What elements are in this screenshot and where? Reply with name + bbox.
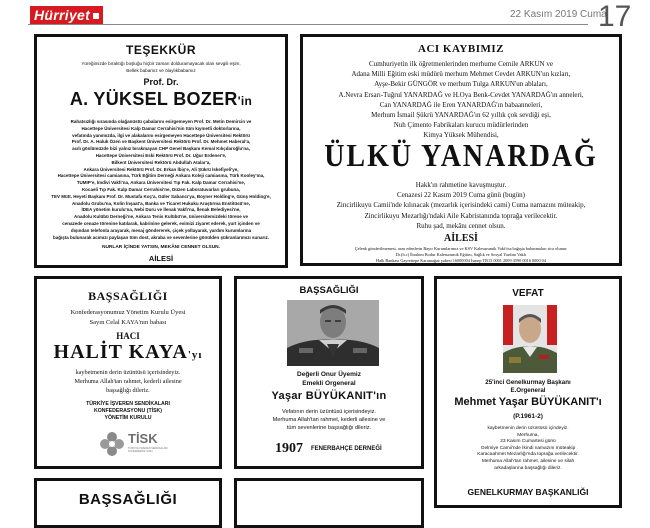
body-line: Ayşe-Bekir GÜNGÖR ve merhum Tulga ARKUN'un ablaları,	[374, 80, 548, 89]
body-line: Zincirlikuyu Mezarlığı'ndaki Aile Kabristanında toprağa verilecektir.	[364, 211, 558, 220]
org-name: FENERBAHÇE DERNEĞİ	[311, 446, 382, 452]
body-line: Prof. Dr. A. Haluk Özen ve Başkent Üniversitesi Rektörü Prof. Dr. Mehmet Haberal'a,	[71, 139, 251, 145]
org-name: GENELKURMAY BAŞKANLIĞI	[467, 487, 589, 497]
body-line: cenazede cenaze törenine katılarak, kabrinine gelerek, evimizi ziyaret ederek, yurt içinden ve	[62, 220, 260, 226]
deceased-name: Yaşar BÜYÜKANIT'ın	[271, 390, 387, 402]
deceased-title: HACI	[116, 331, 140, 341]
body-line: Hakk'ın rahmetine kavuşmuştur.	[415, 181, 507, 189]
body-line: Halk Bankası Gayrettepe Karamağaz şubesi 16000004 İsmep TR13 0001 2009 4590 0016 0000 04	[376, 258, 546, 263]
portrait-photo	[503, 305, 557, 373]
ad-intro: Bellek babamız ve ölaylıkbabamız	[126, 68, 196, 73]
body-line: Hacettepe Üniversitesi Eski Rektörü Prof. Dr. Uğur Erdener'e,	[95, 152, 227, 158]
deceased-name	[37, 89, 285, 110]
org-footer	[275, 441, 395, 457]
ad-text: 25'inci Genelkurmay Başkanı	[485, 379, 571, 386]
org-name: TÜRKİYE İŞVEREN SENDİKALARI	[86, 401, 170, 407]
body-line: Merhuma Allah'tan rahmet, ailesine ve silah	[481, 458, 575, 464]
ad-signature: AİLESİ	[444, 233, 478, 244]
ad-title: ACI KAYBIMIZ	[418, 43, 504, 55]
body-line: Can YANARDAĞ ile Eren YANARDAĞ'ın babaanneleri,	[379, 100, 543, 109]
ad-aci-kaybimiz	[300, 34, 622, 266]
deceased-name-text: HALİT KAYA	[53, 341, 188, 363]
body-line: Zincirlikuyu Camii'nde kılınacak (mezarlık içerisindeki cami) Cuma namazını müteakip,	[336, 201, 586, 210]
body-line: arkadaşlarına başsağlığı dileriz.	[494, 465, 562, 471]
body-line: Ankara Üniversitesi Rektörü Prof. Dr. Erkan İbiş'e, Ali Şükrü İskefiyeli'ye,	[83, 166, 239, 172]
body-line: Anadolu Kulübü Derneği'ne, Ankara Tenis Kulübü'ne, üniversitemizdeki törene ve	[74, 214, 248, 220]
ad-text: E.Orgeneral	[510, 387, 546, 394]
ad-text: Merhuma Allah'tan rahmet, kederli ailesine	[74, 378, 182, 385]
page-number: 17	[598, 0, 632, 33]
portrait-image	[287, 300, 379, 366]
body-line: Dr.(h.c) İbrahim Bodur Kalesurumik Eğitim, Sağlık ve Sosyal Yardım Vakfı	[395, 252, 527, 257]
body-line: Hacettepe Üniversitesi Kalp Damar Cerrahisi'nin tüm kıymetli doktorlarına,	[81, 125, 241, 131]
ad-text: başsağlığı dileriz.	[106, 387, 150, 394]
ad-bassagligi-bottom	[34, 478, 222, 528]
ad-vefat	[434, 276, 622, 508]
body-line: Merhuma,	[517, 432, 539, 438]
ad-text: Merhuma Allah'tan rahmet, kederli ailesine ve	[272, 417, 386, 423]
deceased-name-suffix: 'yı	[187, 349, 203, 361]
ad-text: kaybetmenin derin üzüntüsü içerisindeyiz.	[75, 369, 181, 376]
body-line: Çelenk gönderilmemesi, arzu edenlerin Bayır Kurumlarımız ve KSV Kalesurumik Vakfı'na bağışta bulunmaları rica olunur.	[354, 246, 568, 251]
issue-date: 22 Kasım 2019 Cuma	[510, 9, 607, 20]
body-line: bağışta bulunarak acımızı paylaşan tüm dost, akraba ve sevenlerine gönülden şükranlarımızı sunarız.	[52, 234, 270, 240]
deceased-name-suffix: 'in	[237, 94, 253, 108]
body-line: Rahatsızlığı sırasında olağanüstü çabalarını esirgemeyen Prof. Dr. Metin Demircin ve	[70, 119, 252, 124]
ad-body	[307, 180, 615, 231]
body-line: A.Nevra Ersarı-Tuğrul YANARDAĞ ve H.Oya Benk-Cevdet YANARDAĞ'ın anneleri,	[338, 90, 584, 99]
ad-prayer: NURLAR İÇİNDE YATSIN, MEKÂNI CENNET OLSUN.	[102, 245, 220, 250]
ad-text: Sayın Celal KAYA'nın babası	[89, 319, 167, 326]
portrait-photo	[287, 300, 379, 366]
ad-body	[441, 426, 615, 472]
deceased-years: (P.1961-2)	[513, 413, 543, 420]
ad-tesekkur	[34, 34, 288, 268]
body-line: TEV Mütt. Heyeti Başkanı Prof. Dr. Mustafa Koç'a, Güler Sabancı'ya, Boyner Holding'e, Günş Holding'e,	[51, 193, 271, 199]
ad-signature: AİLESİ	[148, 254, 174, 263]
body-line: Cenazesi 22 Kasım 2019 Cuma günü (bugün)	[397, 191, 525, 200]
ad-body	[307, 59, 615, 141]
deceased-name	[37, 341, 219, 364]
ad-body	[41, 119, 281, 241]
ad-title: TEŞEKKÜR	[125, 43, 196, 57]
ad-title: VEFAT	[512, 288, 544, 299]
hurriyet-logo: Hürriyet	[30, 6, 103, 24]
body-line: Nuh Çimento Fabrikaları kurucu müdürlerinden	[393, 121, 529, 130]
body-line: TUMIP'e, İmdivi Vakfı'na, Ankara Üniversitesi Tıp Fak. Kalp Damar Cerrahisi'ne,	[76, 180, 246, 186]
body-line: vefatında yanımızda, ilgi ve alakalarını esirgemeyen Hacettepe Üniversitesi Rektörü	[72, 132, 250, 138]
body-line: Merhum İsmail Şükrü YANARDAĞ'ın 62 yıllık çok sevdiği eşi,	[371, 111, 551, 120]
body-line: kaybetmenin derin üzüntüsü içindeyiz.	[487, 426, 569, 431]
ad-text: Konfederasyonumuz Yönetim Kurulu Üyesi	[70, 309, 186, 316]
ad-text: tüm sevenlerine başsağlığı dileriz.	[286, 425, 372, 431]
flower-icon	[99, 431, 125, 457]
body-line: Cumhuriyetin ilk öğretmenlerinden merhume Cemile ARKUN ve	[369, 60, 553, 68]
body-line: Gelmiye Camii'nde İkindi namazını müteakip	[480, 445, 576, 451]
fenerbahce-logo: 1907	[275, 441, 303, 456]
ad-title: BAŞSAĞLIĞI	[78, 491, 178, 508]
ad-bassagligi-tisk	[34, 276, 222, 469]
org-name: KONFEDERASYONU (TİSK)	[93, 408, 162, 414]
body-line: 23 Kasım Cumartesi günü	[500, 439, 556, 445]
org-name: YÖNETİM KURULU	[104, 415, 152, 421]
body-line: Kocaeli Tıp Fak. Kalp Damar Cerrahisi'ne, Düzen Laboratuvarları grubuna,	[81, 186, 241, 192]
ad-bassagligi-fenerbahce	[234, 276, 424, 469]
body-line: Hacettepe Üniversitesi camiasına, Türk Eğitim Derneği Ankara Koleji camiasına, Türk Kooley'ına,	[57, 173, 265, 179]
deceased-name-text: A. YÜKSEL BOZER	[69, 89, 238, 109]
header-rule	[28, 24, 588, 25]
body-line: Adana Milli Eğitim eski müdürü merhum Mehmet Cevdet ARKUN'un kızları,	[351, 70, 571, 79]
ad-text: Değerli Onur Üyemiz	[297, 371, 361, 378]
newspaper-header	[0, 0, 650, 34]
ad-text: Emekli Orgeneral	[302, 380, 356, 387]
body-line: Karacaahmet Mezarlığı'nda toprağa verilecektir.	[477, 452, 579, 458]
deceased-name: ÜLKÜ YANARDAĞ	[324, 138, 598, 175]
tisk-logo-text: TİSK	[128, 431, 158, 446]
ad-intro: Yüreğimizde bıraktığı boşluğu hiçbir zaman dolduramayacak olan sevgili eşim,	[81, 61, 241, 66]
body-line: acılı gönlümüzde bizi yalnız bırakmayan CHP Genel Başkanı Kemal Kılıçdaroğlu'na,	[72, 146, 250, 152]
body-line: Anadolu Grubu'na, Kolin İnşaat'a, Banka ve Ticaret Hukuku Araştırma Enstitüsü'ne,	[71, 200, 250, 206]
ad-footnote	[307, 246, 615, 264]
deceased-title: Prof. Dr.	[143, 77, 179, 87]
ad-text: Vefatının derin üzüntüsü içerisindeyiz.	[282, 409, 376, 415]
deceased-name: Mehmet Yaşar BÜYÜKANIT'ı	[454, 396, 602, 408]
body-line: dışından telefonla arayarak, mesaj göndererek, çiçek yollayarak, yardım kurumlarına	[70, 227, 252, 233]
ad-title: BAŞSAĞLIĞI	[88, 289, 168, 303]
body-line: Kimya Yüksek Mühendisi,	[423, 131, 499, 140]
tisk-logo-subtext: TÜRKİYE İŞVEREN SENDİKALARI KONFEDERASYONU	[128, 447, 168, 453]
body-line: İDEA yönetim kurulu'na, Nebi Duru ve İlenak Vakfı'na, İlenak Belediyesi'ne,	[81, 207, 241, 213]
ad-bottom-empty	[234, 478, 424, 528]
portrait-image	[503, 305, 557, 373]
body-line: Ruhu şad, mekânı cennet olsun.	[416, 221, 506, 230]
tisk-logo	[99, 429, 169, 459]
ad-title: BAŞSAĞLIĞI	[299, 285, 359, 296]
body-line: Bilkent Üniversitesi Rektörü Abdullah Atalar'a,	[111, 159, 211, 165]
